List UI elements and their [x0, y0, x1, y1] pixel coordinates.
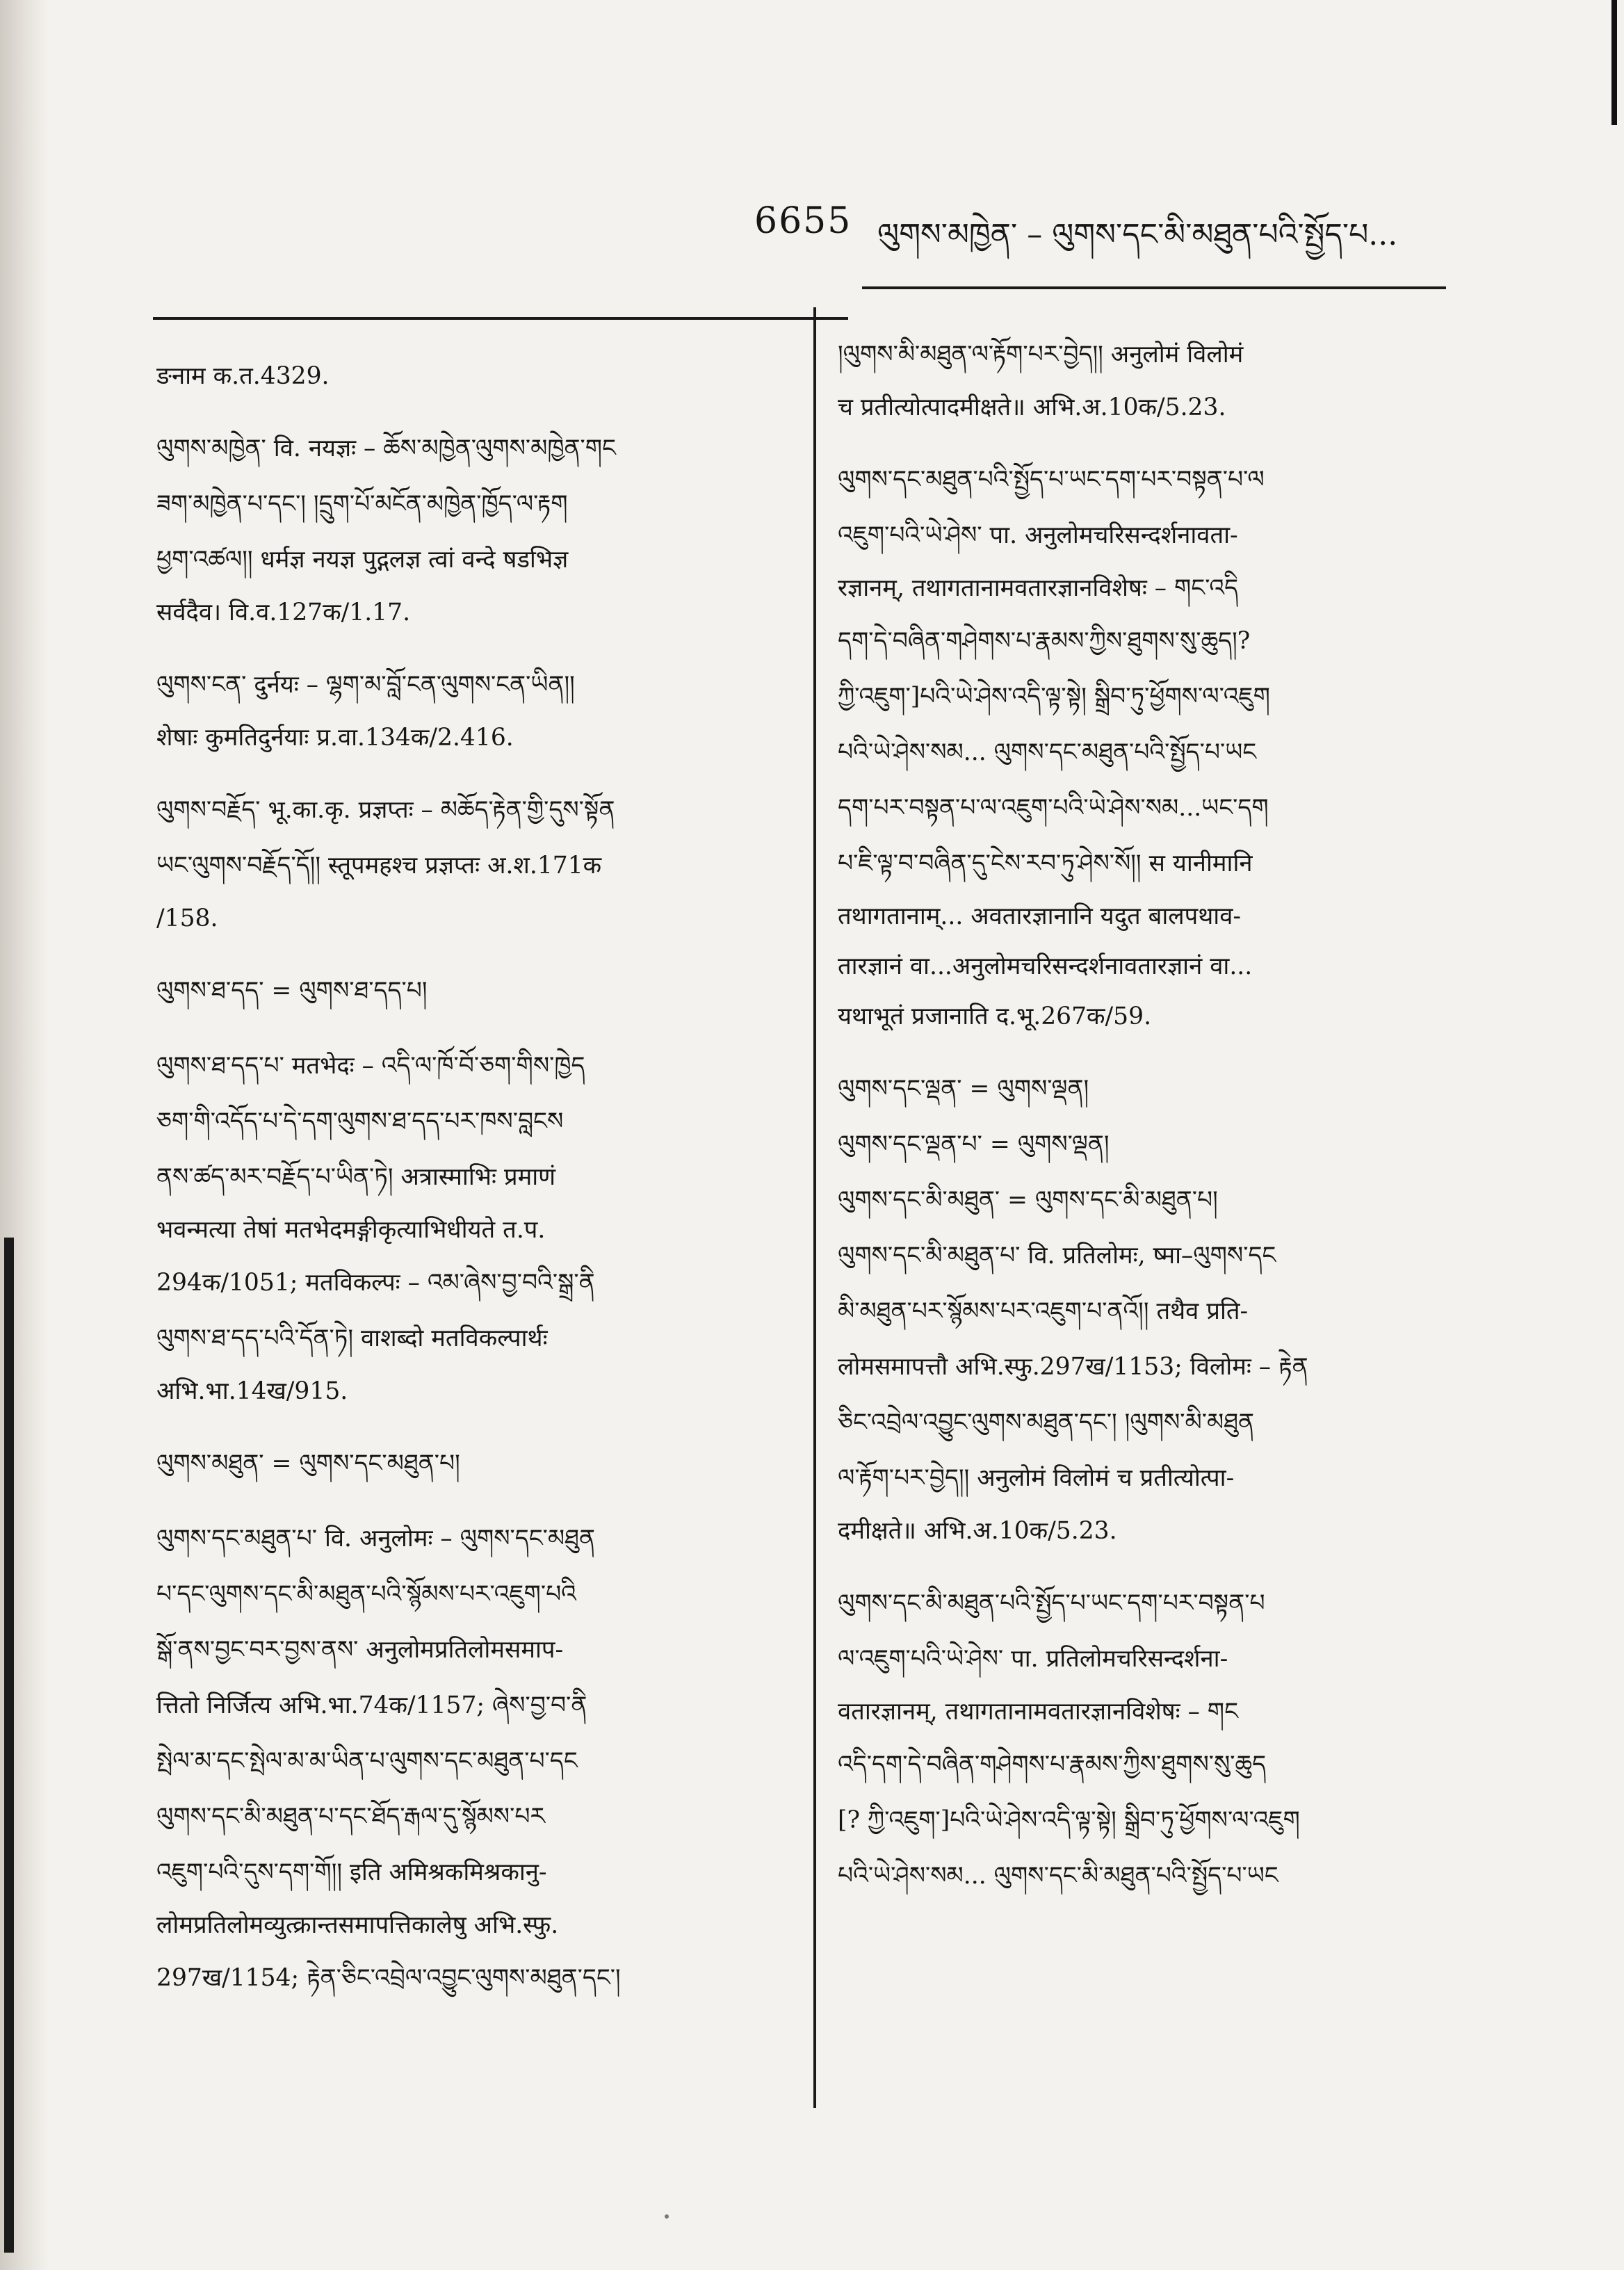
dictionary-cross-reference: ལུགས་དང་ལྡན་པ་ = ལུགས་ལྡན།	[838, 1130, 1110, 1158]
dictionary-entry-headword: ལུགས་བརྗོད་ भू.का.कृ. प्रज्ञप्तः – མཆོད་རྟེན་གྱི་དུས་སྟོན	[156, 796, 615, 824]
dictionary-line: ཡང་ལུགས་བརྗོད་དོ།། स्तूपमहश्च प्रज्ञप्तः अ.श.171क	[156, 852, 602, 879]
dictionary-line: པའི་ཡེ་ཤེས་སམ... ལུགས་དང་མཐུན་པའི་སྤྱོད་པ་ཡང	[838, 738, 1257, 766]
dictionary-entry-headword: ལུགས་དང་མི་མཐུན་པ་ वि. प्रतिलोमः, ष्मा–ལུགས་དང	[838, 1242, 1276, 1270]
dictionary-line: ཅག་གི་འདོད་པ་དེ་དག་ལུགས་ཐ་དད་པར་ཁས་བླངས	[156, 1108, 564, 1135]
dictionary-line: तथागतानाम्... अवतारज्ञानानि यदुत बालपथाव-	[838, 902, 1242, 930]
dictionary-line: अभि.भा.14ख/915.	[156, 1377, 348, 1405]
dictionary-cross-reference: ལུགས་མཐུན་ = ལུགས་དང་མཐུན་པ།	[156, 1450, 460, 1477]
right-column	[838, 327, 1463, 1904]
header-rule	[862, 286, 1446, 289]
scan-mark-right	[1611, 0, 1617, 125]
dictionary-line: པའི་ཡེ་ཤེས་སམ... ལུགས་དང་མི་མཐུན་པའི་སྤྱོད་པ་ཡང	[838, 1862, 1278, 1890]
dictionary-line: ནས་ཚད་མར་བརྗོད་པ་ཡིན་ཏེ། अत्रास्माभिः प्रमाणं	[156, 1163, 556, 1191]
dictionary-entry-headword: ལུགས་དང་མཐུན་པའི་སྤྱོད་པ་ཡང་དག་པར་བསྟན་པ་ལ	[838, 466, 1265, 494]
dictionary-line: यथाभूतं प्रजानाति द.भू.267क/59.	[838, 1003, 1152, 1030]
dictionary-line: ཅིང་འབྲེལ་འབྱུང་ལུགས་མཐུན་དང་། །ལུགས་མི་མཐུན	[838, 1409, 1255, 1436]
dictionary-line: लोमसमापत्तौ अभि.स्फु.297ख/1153; विलोमः – རྟེན	[838, 1353, 1308, 1381]
dictionary-line: ङनाम क.त.4329.	[156, 362, 330, 390]
dictionary-line: སྤེལ་མ་དང་སྤེལ་མ་མ་ཡིན་པ་ལུགས་དང་མཐུན་པ་དང	[156, 1747, 578, 1775]
dictionary-line: भवन्मत्या तेषां मतभेदमङ्गीकृत्याभिधीयते त.प.	[156, 1216, 546, 1244]
dictionary-line: सर्वदैव। वि.व.127क/1.17.	[156, 599, 411, 626]
dictionary-line: དག་པར་བསྟན་པ་ལ་འཇུག་པའི་ཡེ་ཤེས་སམ...ཡང་དག	[838, 794, 1269, 822]
dictionary-line: པ་ཇི་ལྟ་བ་བཞིན་དུ་ངེས་རབ་ཏུ་ཤེས་སོ།། स यानीमानि	[838, 850, 1253, 877]
dictionary-line: དག་དེ་བཞིན་གཤེགས་པ་རྣམས་ཀྱིས་ཐུགས་སུ་ཆུད།?	[838, 627, 1251, 655]
dictionary-entry-headword: ལུགས་མཁྱེན་ वि. नयज्ञः – ཆོས་མཁྱེན་ལུགས་མཁྱེན་གང	[156, 435, 616, 462]
dictionary-line: ཕྱག་འཚལ།། धर्मज्ञ नयज्ञ पुद्गलज्ञ त्वां वन्दे षडभिज्ञ	[156, 546, 569, 574]
dictionary-entry-headword: ལུགས་ངན་ दुर्नयः – ལྷག་མ་བློ་ངན་ལུགས་ངན་ཡིན།།	[156, 671, 575, 699]
dictionary-line: तारज्ञानं वा...अनुलोमचरिसन्दर्शनावतारज्ञानं वा...	[838, 952, 1253, 980]
dictionary-line: །ལུགས་མི་མཐུན་ལ་རྟོག་པར་བྱེད།། अनुलोमं विलोमं	[838, 341, 1244, 368]
dictionary-line: वतारज्ञानम्, तथागतानामवतारज्ञानविशेषः – གང	[838, 1698, 1238, 1726]
dictionary-entry-headword: ལུགས་དང་མི་མཐུན་པའི་སྤྱོད་པ་ཡང་དག་པར་བསྟན་པ	[838, 1589, 1265, 1617]
dictionary-line: ལུགས་ཐ་དད་པའི་དོན་ཏེ། वाशब्दो मतविकल्पार्थः	[156, 1324, 548, 1352]
dictionary-line: 294क/1051; मतविकल्पः – འམ་ཞེས་བྱ་བའི་སྒྲ་ནི	[156, 1269, 595, 1297]
dictionary-line: 297ख/1154; རྟེན་ཅིང་འབྲེལ་འབྱུང་ལུགས་མཐུན་དང་།	[156, 1964, 621, 1992]
dictionary-line: [? ཀྱི་འཇུག་]པའི་ཡེ་ཤེས་འདི་ལྟ་སྟེ། སྒྲིབ་ཏུ་ཕྱོགས་ལ་འཇུག	[838, 1806, 1300, 1834]
running-head: ལུགས་མཁྱེན་ – ལུགས་དང་མི་མཐུན་པའི་སྤྱོད་པ...	[877, 217, 1398, 252]
scan-dust-speck	[665, 2214, 669, 2219]
left-column	[156, 351, 806, 2006]
dictionary-line: ལུགས་དང་མི་མཐུན་པ་དང་ཐོད་རྒལ་དུ་སྙོམས་པར	[156, 1803, 545, 1831]
dictionary-line: སྒོ་ནས་བྱང་བར་བྱས་ནས་ अनुलोमप्रतिलोमसमाप-	[156, 1636, 564, 1664]
dictionary-entry-headword: ལུགས་དང་མཐུན་པ་ वि. अनुलोमः – ལུགས་དང་མཐུན	[156, 1525, 595, 1552]
dictionary-line: པ་དང་ལུགས་དང་མི་མཐུན་པའི་སྙོམས་པར་འཇུག་པའི	[156, 1580, 576, 1608]
dictionary-line: འཇུག་པའི་ཡེ་ཤེས་ पा. अनुलोमचरिसन्दर्शनावता-	[838, 521, 1238, 549]
dictionary-line: रज्ञानम्, तथागतानामवतारज्ञानविशेषः – གང་འདི	[838, 574, 1239, 602]
scan-binding-edge	[4, 1238, 14, 2253]
top-rule	[153, 317, 848, 320]
dictionary-line: च प्रतीत्योत्पादमीक्षते॥ अभि.अ.10क/5.23.	[838, 394, 1226, 421]
dictionary-line: ལ་འཇུག་པའི་ཡེ་ཤེས་ पा. प्रतिलोमचरिसन्दर्शना-	[838, 1645, 1228, 1673]
dictionary-cross-reference: ལུགས་དང་མི་མཐུན་ = ལུགས་དང་མི་མཐུན་པ།	[838, 1186, 1218, 1214]
page-number: 6655	[754, 200, 852, 242]
dictionary-cross-reference: ལུགས་ཐ་དད་ = ལུགས་ཐ་དད་པ།	[156, 977, 428, 1005]
dictionary-cross-reference: ལུགས་དང་ལྡན་ = ལུགས་ལྡན།	[838, 1075, 1089, 1103]
dictionary-line: लोमप्रतिलोमव्युत्क्रान्तसमापत्तिकालेषु अभि.स्फु.	[156, 1911, 559, 1939]
dictionary-line: ཀྱི་འཇུག་]པའི་ཡེ་ཤེས་འདི་ལྟ་སྟེ། སྒྲིབ་ཏུ་ཕྱོགས་ལ་འཇུག	[838, 683, 1270, 711]
dictionary-line: ལ་རྟོག་པར་བྱེད།། अनुलोमं विलोमं च प्रतीत्योत्पा-	[838, 1464, 1235, 1492]
dictionary-line: མི་མཐུན་པར་སྙོམས་པར་འཇུག་པ་ནའོ།། तथैव प्रति-	[838, 1297, 1249, 1325]
dictionary-entry-headword: ལུགས་ཐ་དད་པ་ मतभेदः – འདི་ལ་ཁོ་བོ་ཅག་གིས་ཁྱེད	[156, 1052, 585, 1080]
dictionary-line: འདི་དག་དེ་བཞིན་གཤེགས་པ་རྣམས་ཀྱིས་ཐུགས་སུ་ཆུད	[838, 1751, 1267, 1778]
dictionary-line: ཟག་མཁྱེན་པ་དང་། །དྲུག་པོ་མངོན་མཁྱེན་ཁྱོད་ལ་རྟག	[156, 490, 568, 518]
column-divider	[813, 307, 816, 2108]
dictionary-line: /158.	[156, 905, 218, 932]
dictionary-line: འཇུག་པའི་དུས་དག་གོ།། इति अमिश्रकमिश्रकानु-	[156, 1858, 547, 1886]
dictionary-line: शेषाः कुमतिदुर्नयाः प्र.वा.134क/2.416.	[156, 724, 514, 752]
dictionary-line: दमीक्षते॥ अभि.अ.10क/5.23.	[838, 1517, 1117, 1545]
dictionary-line: त्तितो निर्जित्य अभि.भा.74क/1157; ཞེས་བྱ་བ་ནི	[156, 1692, 587, 1719]
